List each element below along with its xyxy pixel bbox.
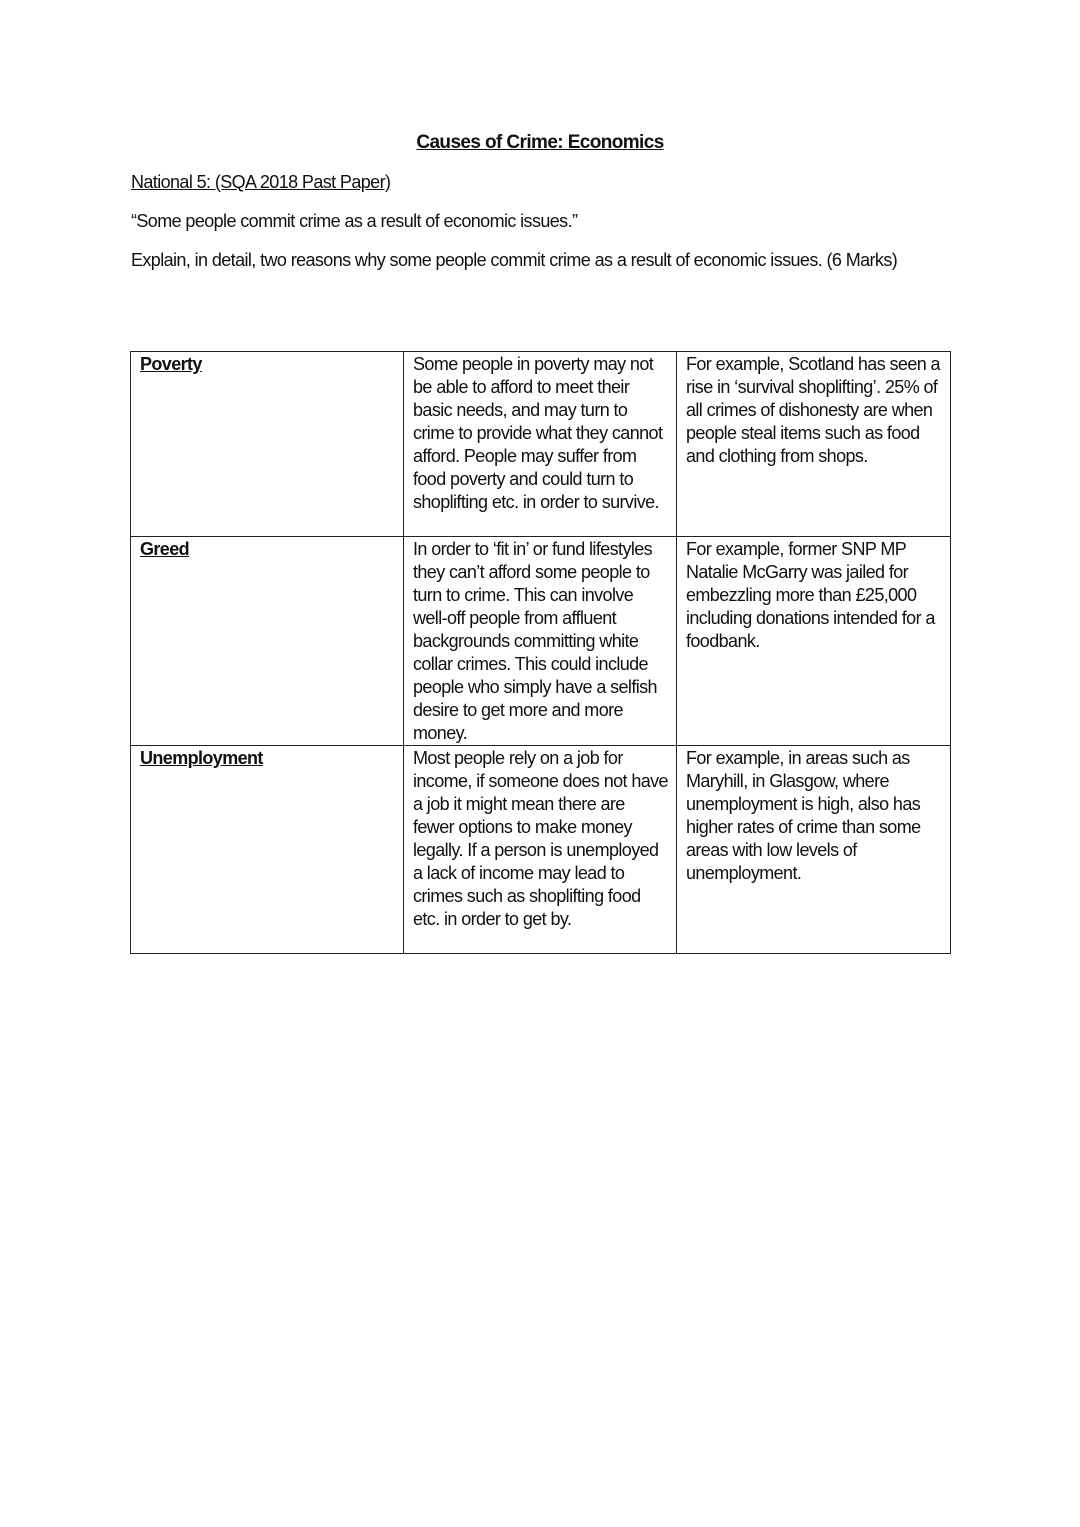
example-cell: For example, Scotland has seen a rise in ‘survival shoplifting’. 25% of all crimes of dishonesty are when people steal items such as food and clothing from shops. [677,352,951,537]
table-row [131,746,951,954]
example-cell: For example, former SNP MP Natalie McGarry was jailed for embezzling more than £25,000 including donations intended for a foodbank. [677,537,951,746]
table-row [131,352,951,537]
explanation-cell: In order to ‘fit in’ or fund lifestyles they can’t afford some people to turn to crime. This can involve well-off people from affluent backgrounds committing white collar crimes. This could include people who simply have a selfish desire to get more and more money. [404,537,677,746]
cause-label: Unemployment [140,748,263,768]
exam-reference: National 5: (SQA 2018 Past Paper) [131,172,391,192]
cause-label: Poverty [140,354,202,374]
explanation-cell: Most people rely on a job for income, if someone does not have a job it might mean there are fewer options to make money legally. If a person is unemployed a lack of income may lead to crimes such as shoplifting food etc. in order to get by. [404,746,677,954]
cause-cell [131,746,404,954]
question-text: Explain, in detail, two reasons why some people commit crime as a result of economic issues. (6 Marks) [131,250,898,270]
document-title: Causes of Crime: Economics [416,132,664,153]
explanation-cell: Some people in poverty may not be able to afford to meet their basic needs, and may turn to crime to provide what they cannot afford. People may suffer from food poverty and could turn to shoplifting etc. in order to survive. [404,352,677,537]
question-quote: “Some people commit crime as a result of economic issues.” [131,211,578,231]
cause-cell [131,537,404,746]
causes-table [130,351,951,954]
cause-cell [131,352,404,537]
table-row [131,537,951,746]
example-cell: For example, in areas such as Maryhill, in Glasgow, where unemployment is high, also has higher rates of crime than some areas with low levels of unemployment. [677,746,951,954]
cause-label: Greed [140,539,190,559]
